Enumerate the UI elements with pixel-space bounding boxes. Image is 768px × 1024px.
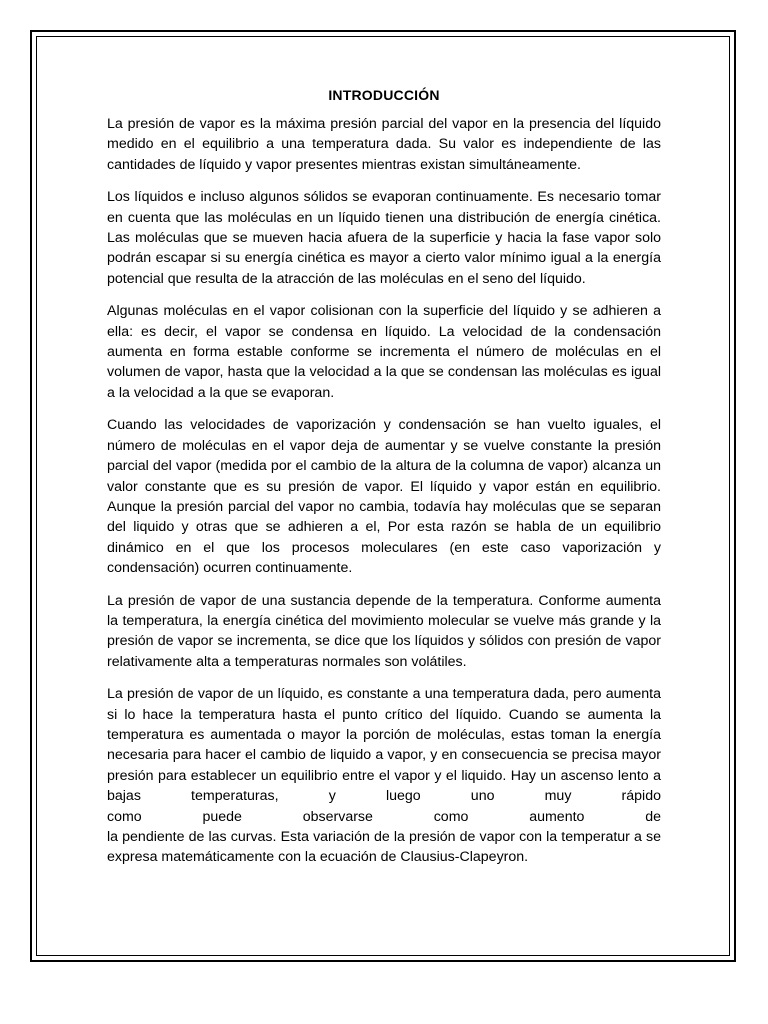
paragraph-5: La presión de vapor de una sustancia depende de la temperatura. Conforme aumenta la temperatura, la energía cinética del movimiento molecular se vuelve más grande y la presión de vapor se incrementa, se dice que los líquidos y sólidos con presión de vapor relativamente alta a temperaturas normales son volátiles. <box>107 592 661 670</box>
paragraph-6-part2: la pendiente de las curvas. Esta variación de la presión de vapor con la temperatur a se expresa matemáticamente con la ecuación de Clausius-Clapeyron. <box>107 829 661 866</box>
document-title: INTRODUCCIÓN <box>328 87 440 103</box>
paragraph-3: Algunas moléculas en el vapor colisionan con la superficie del líquido y se adhieren a ella: es decir, el vapor se condensa en líquido. La velocidad de la condensación aumenta en forma estable conforme se incrementa el número de moléculas en el volumen de vapor, hasta que la velocidad a la que se condensan las moléculas es igual a la velocidad a la que se evaporan. <box>107 303 661 401</box>
document-body <box>107 87 661 880</box>
paragraph-1: La presión de vapor es la máxima presión parcial del vapor en la presencia del líquido medido en el equilibrio a una temperatura dada. Su valor es independiente de las cantidades de líquido y vapor presentes mientras existan simultáneamente. <box>107 116 661 173</box>
paragraph-4: Cuando las velocidades de vaporización y condensación se han vuelto iguales, el número de moléculas en el vapor deja de aumentar y se vuelve constante la presión parcial del vapor (medida por el cambio de la altura de la columna de vapor) alcanza un valor constante que es su presión de vapor. El líquido y vapor están en equilibrio. Aunque la presión parcial del vapor no cambia, todavía hay moléculas que se separan del liquido y otras que se adhieren a el, Por esta razón se habla de un equilibrio dinámico en el que los procesos moleculares (en este caso vaporización y condensación) ocurren continuamente. <box>107 417 661 577</box>
paragraph-6-spread-line: como puede observarse como aumento de <box>107 808 661 825</box>
paragraph-2: Los líquidos e incluso algunos sólidos se evaporan continuamente. Es necesario tomar en cuenta que las moléculas en un líquido tienen una distribución de energía cinética. Las moléculas que se mueven hacia afuera de la superficie y hacia la fase vapor solo podrán escapar si su energía cinética es mayor a cierto valor mínimo igual a la energía potencial que resulta de la atracción de las moléculas en el seno del líquido. <box>107 189 661 287</box>
paragraph-6-part1: La presión de vapor de un líquido, es constante a una temperatura dada, pero aumenta si lo hace la temperatura hasta el punto crítico del líquido. Cuando se aumenta la temperatura es aumentada o mayor la porción de moléculas, estas toman la energía necesaria para hacer el cambio de liquido a vapor, y en consecuencia se precisa mayor presión para establecer un equilibrio entre el vapor y el liquido. Hay un ascenso lento a bajas temperaturas, y luego uno muy rápido <box>107 686 661 805</box>
paragraph-6 <box>107 684 661 868</box>
